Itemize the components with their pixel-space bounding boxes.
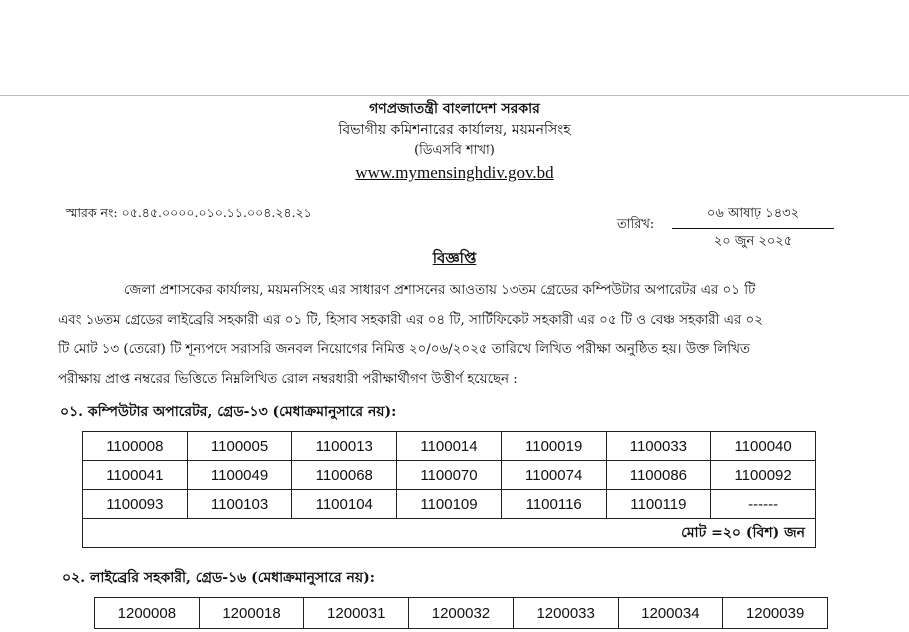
roll-cell: 1100068 xyxy=(292,461,397,490)
office-name: বিভাগীয় কমিশনারের কার্যালয়, ময়মনসিংহ xyxy=(338,122,571,138)
website-link[interactable]: www.mymensinghdiv.gov.bd xyxy=(355,163,554,182)
body-line: জেলা প্রশাসকের কার্যালয়, ময়মনসিংহ এর সাধারণ প্রশাসনের আওতায় ১৩তম গ্রেডের কম্পিউটার অপারেটর এর ০১ টি xyxy=(124,283,756,298)
date-bangla: ০৬ আষাঢ় ১৪৩২ xyxy=(672,204,834,229)
government-name: গণপ্রজাতন্ত্রী বাংলাদেশ সরকার xyxy=(369,101,540,117)
date-label: তারিখ: xyxy=(617,217,655,232)
roll-cell: 1100074 xyxy=(501,461,606,490)
table-row xyxy=(95,598,828,629)
roll-cell: 1100040 xyxy=(711,432,816,461)
roll-cell: 1100104 xyxy=(292,490,397,519)
roll-cell: 1200039 xyxy=(723,598,828,629)
roll-cell: 1100103 xyxy=(187,490,292,519)
roll-cell: 1100005 xyxy=(187,432,292,461)
roll-cell: 1100019 xyxy=(501,432,606,461)
roll-cell: 1200031 xyxy=(304,598,409,629)
roll-table-library-assistant xyxy=(94,597,828,629)
body-line: এবং ১৬তম গ্রেডের লাইব্রেরি সহকারী এর ০১ টি, হিসাব সহকারী এর ০৪ টি, সার্টিফিকেট সহকারী এর ০৫ টি ও বেঞ্চ সহকারী এর ০২ xyxy=(58,312,763,328)
blank-header-band xyxy=(0,0,909,96)
notice-title-text: বিজ্ঞপ্তি xyxy=(432,249,477,267)
roll-cell: 1200018 xyxy=(199,598,304,629)
roll-cell: 1100092 xyxy=(711,461,816,490)
roll-cell: 1100093 xyxy=(83,490,188,519)
memo-number: স্মারক নং: ০৫.৪৫.০০০০.০১০.১১.০০৪.২৪.২১ xyxy=(66,205,312,220)
section-heading-library-assistant: ০২. লাইব্রেরি সহকারী, গ্রেড-১৬ (মেধাক্রমানুসারে নয়): xyxy=(62,570,375,586)
notice-body xyxy=(58,276,843,394)
roll-cell: ------ xyxy=(711,490,816,519)
roll-cell: 1100109 xyxy=(397,490,502,519)
roll-cell: 1100041 xyxy=(83,461,188,490)
roll-cell: 1100033 xyxy=(606,432,711,461)
total-count: মোট =২০ (বিশ) জন xyxy=(83,519,816,548)
notice-title xyxy=(0,247,909,272)
roll-cell: 1200008 xyxy=(95,598,200,629)
table-total-row xyxy=(83,519,816,548)
roll-cell: 1100086 xyxy=(606,461,711,490)
roll-cell: 1100013 xyxy=(292,432,397,461)
roll-cell: 1100008 xyxy=(83,432,188,461)
date-block xyxy=(672,204,834,253)
section-heading-computer-operator: ০১. কম্পিউটার অপারেটর, গ্রেড-১৩ (মেধাক্রমানুসারে নয়): xyxy=(60,404,397,420)
roll-table-computer-operator xyxy=(82,431,816,548)
roll-cell: 1100116 xyxy=(501,490,606,519)
roll-cell: 1200032 xyxy=(409,598,514,629)
roll-cell: 1200033 xyxy=(513,598,618,629)
roll-cell: 1100070 xyxy=(397,461,502,490)
table-row xyxy=(83,490,816,519)
date-english: ২০ জুন ২০২৫ xyxy=(713,234,793,249)
roll-cell: 1100014 xyxy=(397,432,502,461)
body-line: পরীক্ষায় প্রাপ্ত নম্বরের ভিত্তিতে নিম্নলিখিত রোল নম্বরধারী পরীক্ষার্থীগণ উত্তীর্ণ হয়েছেন : xyxy=(58,371,518,387)
roll-cell: 1100119 xyxy=(606,490,711,519)
roll-cell: 1100049 xyxy=(187,461,292,490)
roll-cell: 1200034 xyxy=(618,598,723,629)
table-row xyxy=(83,432,816,461)
branch-name: (ডিএসবি শাখা) xyxy=(414,143,495,158)
body-line: টি মোট ১৩ (তেরো) টি শূন্যপদে সরাসরি জনবল নিয়োগের নিমিত্ত ২০/০৬/২০২৫ তারিখে লিখিত পরীক্ষা অনুষ্ঠিত হয়। উক্ত লিখিত xyxy=(58,342,750,357)
table-row xyxy=(83,461,816,490)
